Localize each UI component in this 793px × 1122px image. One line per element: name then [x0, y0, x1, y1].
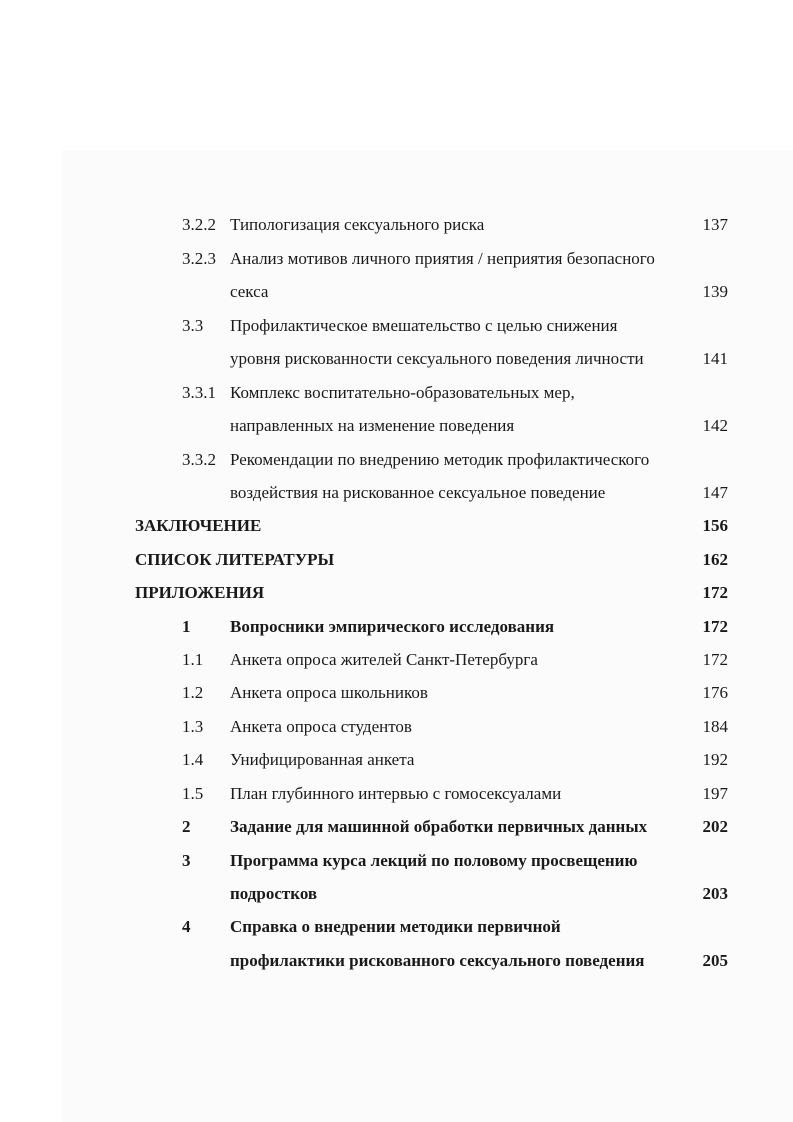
toc-entry-title: секса: [230, 282, 269, 301]
toc-entry-title: воздействия на рискованное сексуальное поведение: [230, 483, 606, 502]
toc-entry-title: Комплекс воспитательно-образовательных мер,: [230, 383, 575, 402]
toc-entry-title: Анализ мотивов личного приятия / неприятия безопасного: [230, 249, 655, 268]
toc-entry-title: направленных на изменение поведения: [230, 416, 515, 435]
toc-entry-title: Унифицированная анкета: [230, 750, 415, 769]
toc-entry-page: 192: [702, 750, 728, 769]
toc-entry-number: 3.2.2: [182, 215, 216, 234]
toc-entry-title: уровня рискованности сексуального поведения личности: [230, 349, 644, 368]
toc-entry-page: 203: [702, 884, 728, 903]
toc-entry-title: Рекомендации по внедрению методик профилактического: [230, 450, 650, 469]
toc-entry-page: 184: [702, 717, 728, 736]
toc-entry-page: 147: [702, 483, 728, 502]
toc-entry-number: 1: [182, 617, 191, 636]
toc-entry-page: 197: [702, 784, 728, 803]
toc-entry-number: 1.4: [182, 750, 204, 769]
toc-entry-page: 202: [702, 817, 728, 836]
toc-entry-title: профилактики рискованного сексуального поведения: [230, 951, 645, 970]
toc-entry-page: 137: [702, 215, 728, 234]
toc-entry-title: План глубинного интервью с гомосексуалами: [230, 784, 562, 803]
toc-entry-page: 172: [702, 617, 728, 636]
toc-entry-title: Анкета опроса жителей Санкт-Петербурга: [230, 650, 538, 669]
toc-entry-number: 4: [182, 917, 191, 936]
toc-entry-page: 156: [702, 516, 728, 535]
toc-entry-title: Вопросники эмпирического исследования: [230, 617, 555, 636]
toc-entry-number: 3.3: [182, 316, 204, 335]
toc-entry-page: 205: [702, 951, 728, 970]
toc-entry-number: 3.2.3: [182, 249, 216, 268]
toc-entry-page: 162: [702, 550, 728, 569]
toc-entry-number: 2: [182, 817, 191, 836]
toc-entry-page: 142: [702, 416, 728, 435]
toc-entry-number: 1.3: [182, 717, 204, 736]
toc-entry-title: Справка о внедрении методики первичной: [230, 917, 561, 936]
toc-section-title: СПИСОК ЛИТЕРАТУРЫ: [135, 550, 335, 569]
toc-section-title: ПРИЛОЖЕНИЯ: [135, 583, 265, 602]
toc-entry-title: Анкета опроса студентов: [230, 717, 412, 736]
toc-entry-title: Типологизация сексуального риска: [230, 215, 485, 234]
toc-entry-title: Профилактическое вмешательство с целью снижения: [230, 316, 618, 335]
toc-entry-number: 3.3.1: [182, 383, 216, 402]
toc-entry-page: 172: [702, 583, 728, 602]
toc-entry-page: 141: [702, 349, 728, 368]
toc-entry-title: Задание для машинной обработки первичных данных: [230, 817, 648, 836]
toc-entry-number: 1.1: [182, 650, 204, 669]
toc-entry-page: 172: [702, 650, 728, 669]
toc-entry-number: 3: [182, 851, 191, 870]
toc-entry-title: Анкета опроса школьников: [230, 683, 428, 702]
toc-entry-page: 176: [702, 683, 728, 702]
toc-entry-title: подростков: [230, 884, 318, 903]
toc-entry-page: 139: [702, 282, 728, 301]
toc-section-title: ЗАКЛЮЧЕНИЕ: [135, 516, 262, 535]
toc-entry-number: 1.2: [182, 683, 204, 702]
toc-entry-number: 1.5: [182, 784, 204, 803]
toc-entry-title: Программа курса лекций по половому просвещению: [230, 851, 638, 870]
toc-entry-number: 3.3.2: [182, 450, 216, 469]
